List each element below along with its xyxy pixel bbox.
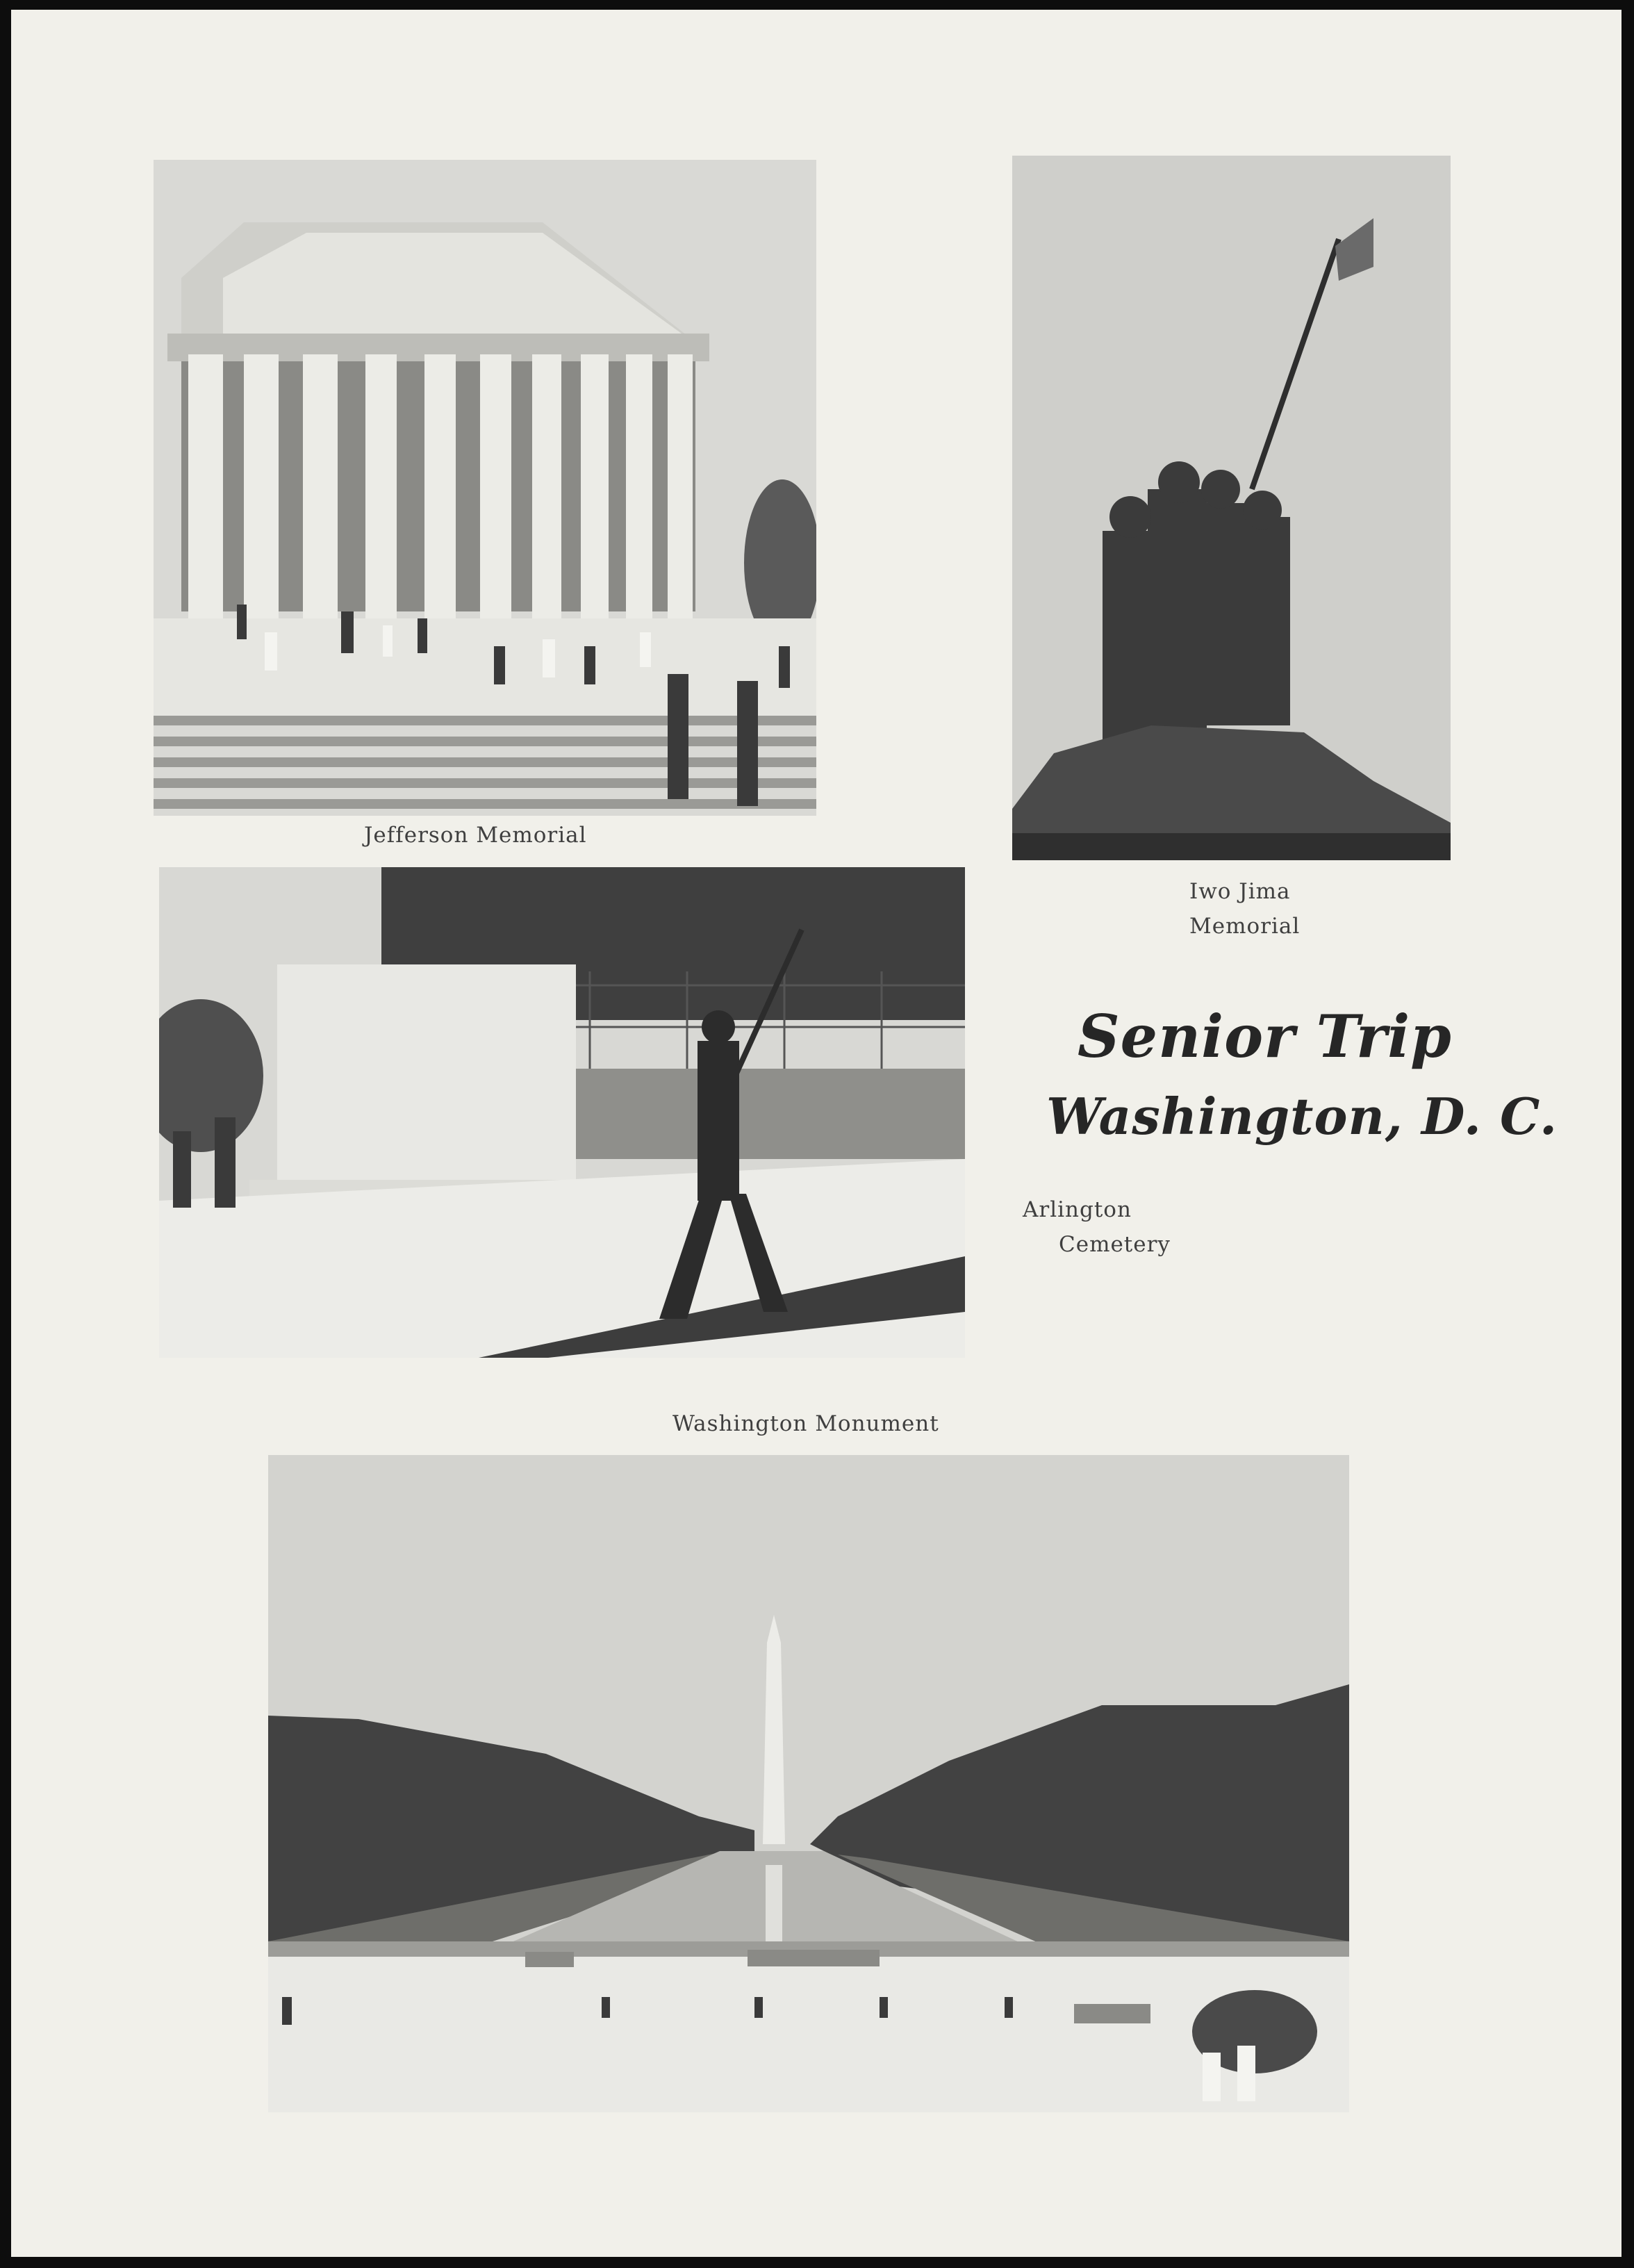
iwo-jima-caption-line2: Memorial xyxy=(1189,914,1301,939)
page-subtitle: Washington, D. C. xyxy=(1046,1087,1558,1146)
yearbook-page xyxy=(11,10,1621,2257)
washington-monument-caption: Washington Monument xyxy=(672,1411,939,1436)
arlington-caption-line2: Cemetery xyxy=(1059,1232,1171,1257)
washington-monument-photo xyxy=(268,1455,1349,2112)
jefferson-memorial-photo xyxy=(154,160,816,816)
jefferson-caption: Jefferson Memorial xyxy=(364,823,587,848)
arlington-cemetery-photo xyxy=(159,867,965,1358)
arlington-caption-line1: Arlington xyxy=(1023,1197,1132,1222)
iwo-jima-memorial-photo xyxy=(1012,156,1451,860)
page-title: Senior Trip xyxy=(1078,1002,1452,1071)
iwo-jima-caption-line1: Iwo Jima xyxy=(1189,879,1291,904)
